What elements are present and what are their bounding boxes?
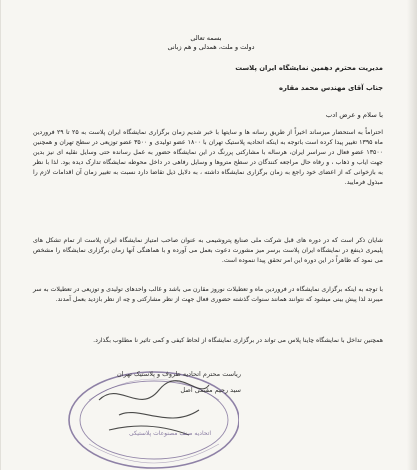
signature-name: سید رحیم مقیمی اصل xyxy=(180,386,241,394)
paragraph-2: شایان ذکر است که در دوره های قبل شرکت ملی صنایع پتروشیمی به عنوان صاحب امتیاز نمایشگاه ایران پلاست از تمام تشکل های پلیمری ذینفع در نمایشگاه ایران پلاست برسر میز مشورت دعوت بعمل می آورده و با هماهنگی آنها زمان برگزاری نمایشگاه را مشخص می نمود که ظاهراً در این دوره این امر تحقق پیدا ننموده است. xyxy=(33,237,383,264)
motto-line: دولت و ملت، همدلی و هم زبانی xyxy=(167,43,255,51)
addressee-title: مدیریت محترم دهمین نمایشگاه ایران پلاست xyxy=(235,64,383,72)
greeting: با سلام و عرض ادب xyxy=(325,111,383,119)
basmala: بسمه تعالی xyxy=(190,34,222,42)
paragraph-3: با توجه به اینکه برگزاری نمایشگاه در فروردین ماه و تعطیلات نوروز مقارن می باشد و غالب واحدهای تولیدی و توزیعی در تعطیلات به سر میبرند لذا پیش بینی میشود که نتوانند همانند سنوات گذشته حضوری فعال جهت از نظر مشارکتی و چه از نظر بازدید بعمل آمدند. xyxy=(32,286,383,303)
stamp-text: اتحادیه صنف مصنوعات پلاستیکی xyxy=(128,430,211,437)
paragraph-1: احتراماً به استحضار میرساند اخیراً از طریق رسانه ها و سایتها با خبر شدیم زمان برگزاری نمایشگاه ایران پلاست به ۲۵ تا ۲۹ فروردین ماه ۱۳۹۵ تغییر پیدا کرده است باتوجه به اینکه اتحادیه پلاستیک تهران با ۱۸۰۰ عضو تولیدی و ۳۵۰۰ عضو توزیعی در سطح تهران و همچنین ۱۳۵۰۰ عضو فعال در سراسر ایران، هرساله با مشارکتی پررنگ در این نمایشگاه حضور به عمل رسانده حتی وسایل نقلیه ای نیز بدین جهت ایاب و ذهاب ، و رفاه حال مراجعه کنندگان در سطح متروها و وسایل رفاهی در داخل محوطه نمایشگاه تدارک دیده بود. لذا با نظر به بازخوانی که از اعضای خود راجع به زمان برگزاری نمایشگاه داشته ، به دلایل ذیل تقاضا دارد نسبت به تغییر زمان آن اقدامات لازم را مبذول فرمایید. xyxy=(33,129,383,186)
signature-org: ریاست محترم اتحادیه ظروف و پلاستیک تهران xyxy=(116,370,241,378)
addressee-name: جناب آقای مهندس محمد مقاره xyxy=(278,84,383,92)
page-edge-shadow xyxy=(407,0,417,470)
paragraph-4: همچنین تداخل با نمایشگاه چاینا پلاس می تواند در برگزاری نمایشگاه از لحاظ کیفی و کمی تاثیر نا مطلوب بگذارد. xyxy=(93,337,383,344)
